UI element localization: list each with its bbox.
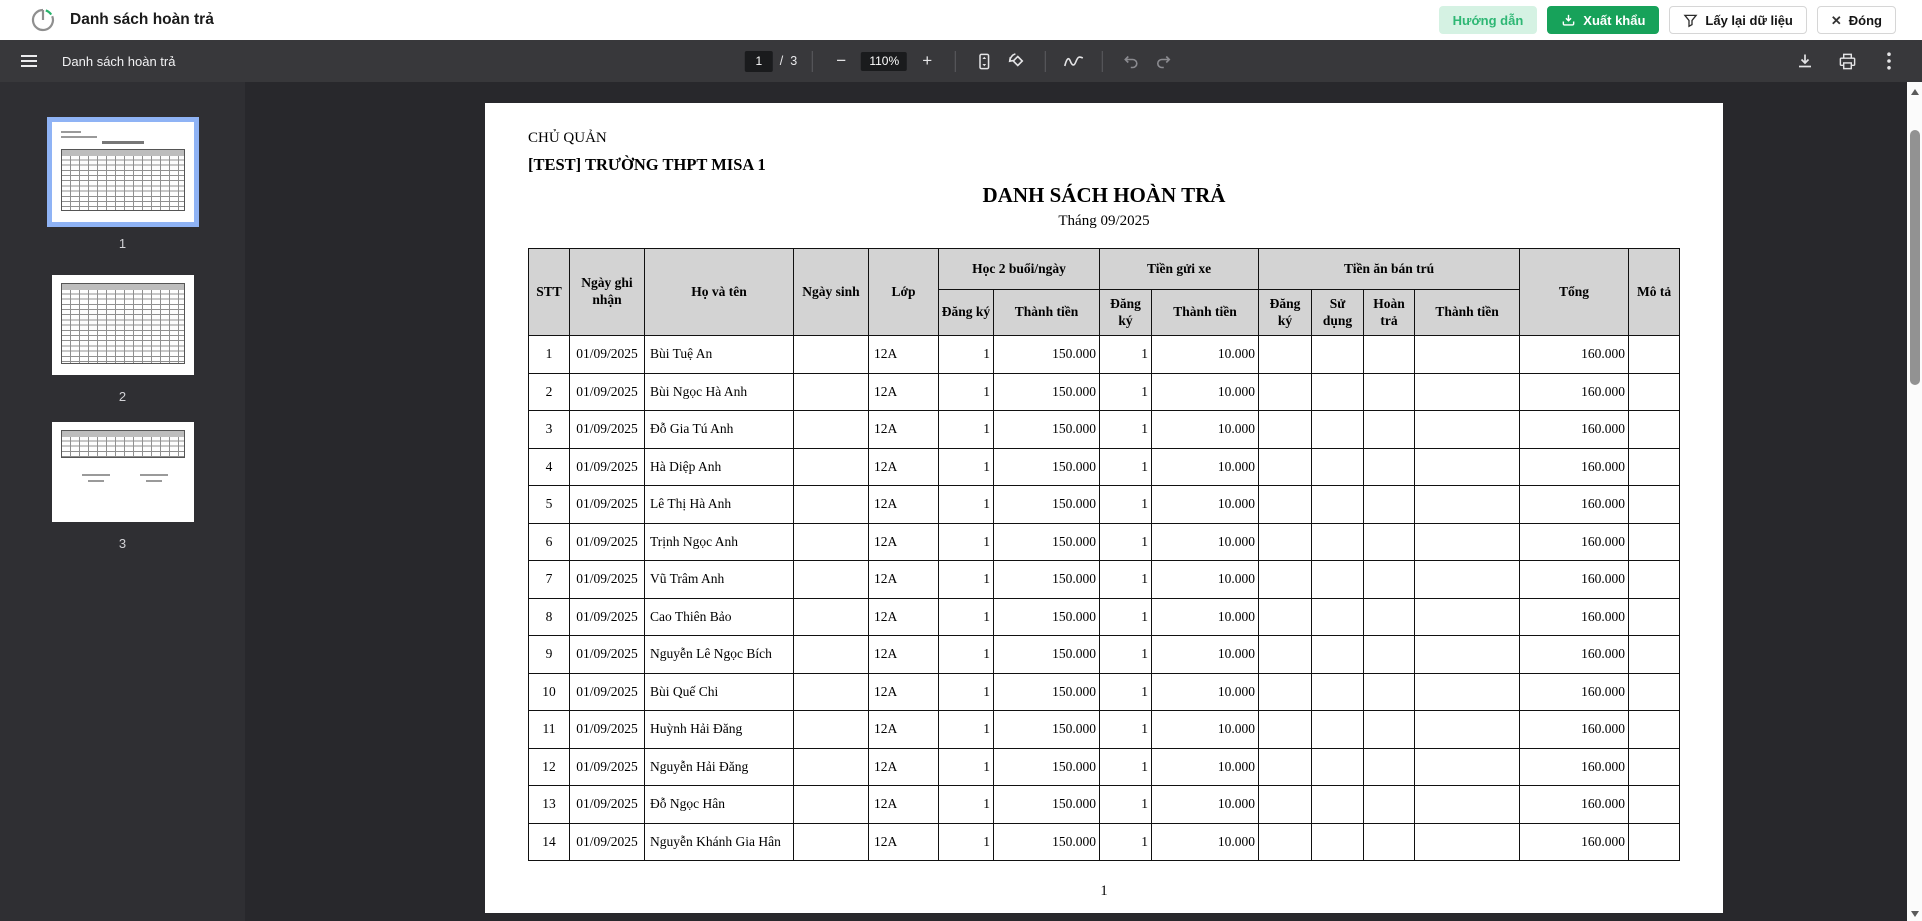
viewer-area [0, 82, 1922, 921]
org-name: [TEST] TRƯỜNG THPT MISA 1 [528, 155, 766, 174]
reload-data-button[interactable] [1669, 6, 1806, 34]
table-row: 8 01/09/2025 Cao Thiên Bảo 12A 1 150.000 1 10.000 160.000 [529, 598, 1680, 636]
table-row: 6 01/09/2025 Trịnh Ngọc Anh 12A 1 150.000 1 10.000 160.000 [529, 523, 1680, 561]
filter-icon [1683, 13, 1698, 28]
table-row: 14 01/09/2025 Nguyễn Khánh Gia Hân 12A 1 150.000 1 10.000 160.000 [529, 823, 1680, 861]
thumbnail-page-label-3: 3 [118, 536, 127, 551]
col-header-record-date: Ngày ghi nhận [570, 249, 645, 336]
export-button[interactable] [1547, 6, 1659, 34]
fit-page-icon[interactable] [971, 48, 997, 74]
table-row: 11 01/09/2025 Huỳnh Hải Đăng 12A 1 150.000 1 10.000 160.000 [529, 711, 1680, 749]
table-body [529, 336, 1680, 861]
menu-icon[interactable] [16, 48, 42, 74]
scrollbar-thumb[interactable] [1910, 130, 1920, 385]
toolbar-separator [1045, 51, 1046, 72]
zoom-in-button[interactable]: + [922, 51, 933, 70]
scroll-down-arrow[interactable] [1907, 906, 1922, 921]
doc-title: DANH SÁCH HOÀN TRẢ [982, 183, 1226, 207]
table-row: 10 01/09/2025 Bùi Quế Chi 12A 1 150.000 1 10.000 160.000 [529, 673, 1680, 711]
thumbnail-selection-border [47, 117, 199, 227]
table-row: 12 01/09/2025 Nguyễn Hải Đăng 12A 1 150.000 1 10.000 160.000 [529, 748, 1680, 786]
thumbnail-page-label-2: 2 [118, 389, 127, 404]
more-options-icon[interactable] [1876, 48, 1902, 74]
thumbnail-preview-2 [52, 275, 194, 375]
page-number-input[interactable] [745, 51, 773, 72]
close-button[interactable] [1817, 6, 1896, 34]
redo-icon[interactable] [1151, 48, 1177, 74]
col-header-class: Lớp [869, 249, 939, 336]
table-row: 13 01/09/2025 Đỗ Ngọc Hân 12A 1 150.000 1 10.000 160.000 [529, 786, 1680, 824]
scroll-up-arrow[interactable] [1907, 84, 1922, 99]
undo-icon[interactable] [1118, 48, 1144, 74]
table-row: 4 01/09/2025 Hà Diệp Anh 12A 1 150.000 1 10.000 160.000 [529, 448, 1680, 486]
pdf-toolbar [0, 40, 1922, 82]
col-header-register: Đăng ký [939, 290, 994, 336]
guide-button[interactable] [1439, 6, 1538, 34]
page-divider: / [779, 54, 784, 68]
col-header-register: Đăng ký [1259, 290, 1312, 336]
col-header-total: Tổng [1520, 249, 1629, 336]
toolbar-separator [955, 51, 956, 72]
col-header-dob: Ngày sinh [794, 249, 869, 336]
thumbnail-sidebar [0, 82, 245, 921]
download-icon[interactable] [1792, 48, 1818, 74]
col-header-amount: Thành tiền [1152, 290, 1259, 336]
export-button-label: Xuất khẩu [1583, 12, 1646, 28]
vertical-scrollbar[interactable] [1907, 82, 1922, 921]
thumbnail-page-label-1: 1 [118, 236, 127, 251]
col-header-register: Đăng ký [1100, 290, 1152, 336]
col-header-amount: Thành tiền [1415, 290, 1520, 336]
document-canvas [245, 82, 1922, 921]
toolbar-separator [812, 51, 813, 72]
table-row: 7 01/09/2025 Vũ Trâm Anh 12A 1 150.000 1 10.000 160.000 [529, 561, 1680, 599]
app-title: Danh sách hoàn trả [70, 11, 214, 28]
close-icon: ✕ [1830, 12, 1842, 28]
col-group-parking: Tiền gửi xe [1100, 249, 1259, 290]
col-header-amount: Thành tiền [994, 290, 1100, 336]
header-actions [1439, 6, 1896, 34]
org-label: CHỦ QUẢN [528, 130, 607, 146]
page-thumbnail-1[interactable] [0, 117, 245, 251]
zoom-level[interactable]: 110% [861, 52, 907, 71]
toolbar-separator [1102, 51, 1103, 72]
annotate-icon[interactable] [1061, 48, 1087, 74]
table-row: 1 01/09/2025 Bùi Tuệ An 12A 1 150.000 1 10.000 160.000 [529, 336, 1680, 374]
thumbnail-preview-1 [52, 122, 194, 222]
page-thumbnail-2[interactable] [0, 270, 245, 404]
total-pages: 3 [790, 54, 798, 68]
table-row: 5 01/09/2025 Lê Thị Hà Anh 12A 1 150.000 1 10.000 160.000 [529, 486, 1680, 524]
col-group-boarding-meal: Tiền ăn bán trú [1259, 249, 1520, 290]
guide-button-label: Hướng dẫn [1452, 12, 1524, 28]
col-header-refund: Hoàn trả [1364, 290, 1415, 336]
export-icon [1561, 13, 1576, 28]
close-button-label: Đóng [1848, 12, 1882, 28]
table-row: 3 01/09/2025 Đỗ Gia Tú Anh 12A 1 150.000 1 10.000 160.000 [529, 411, 1680, 449]
col-header-stt: STT [529, 249, 570, 336]
refund-table [528, 248, 1680, 861]
document-page [485, 103, 1723, 913]
zoom-out-button[interactable]: − [836, 51, 847, 70]
reload-button-label: Lấy lại dữ liệu [1705, 12, 1793, 28]
page-number: 1 [1100, 883, 1108, 899]
app-logo-icon [30, 7, 56, 33]
app-header [0, 0, 1922, 40]
col-header-used: Sử dụng [1312, 290, 1364, 336]
col-header-description: Mô tả [1629, 249, 1680, 336]
viewer-document-title: Danh sách hoàn trả [62, 53, 176, 69]
col-group-two-sessions: Học 2 buổi/ngày [939, 249, 1100, 290]
col-header-full-name: Họ và tên [645, 249, 794, 336]
page-thumbnail-3[interactable] [0, 417, 245, 551]
doc-subtitle: Tháng 09/2025 [1058, 213, 1150, 229]
table-row: 9 01/09/2025 Nguyễn Lê Ngọc Bích 12A 1 150.000 1 10.000 160.000 [529, 636, 1680, 674]
table-row: 2 01/09/2025 Bùi Ngọc Hà Anh 12A 1 150.000 1 10.000 160.000 [529, 373, 1680, 411]
rotate-icon[interactable] [1004, 48, 1030, 74]
print-icon[interactable] [1834, 48, 1860, 74]
thumbnail-preview-3 [52, 422, 194, 522]
